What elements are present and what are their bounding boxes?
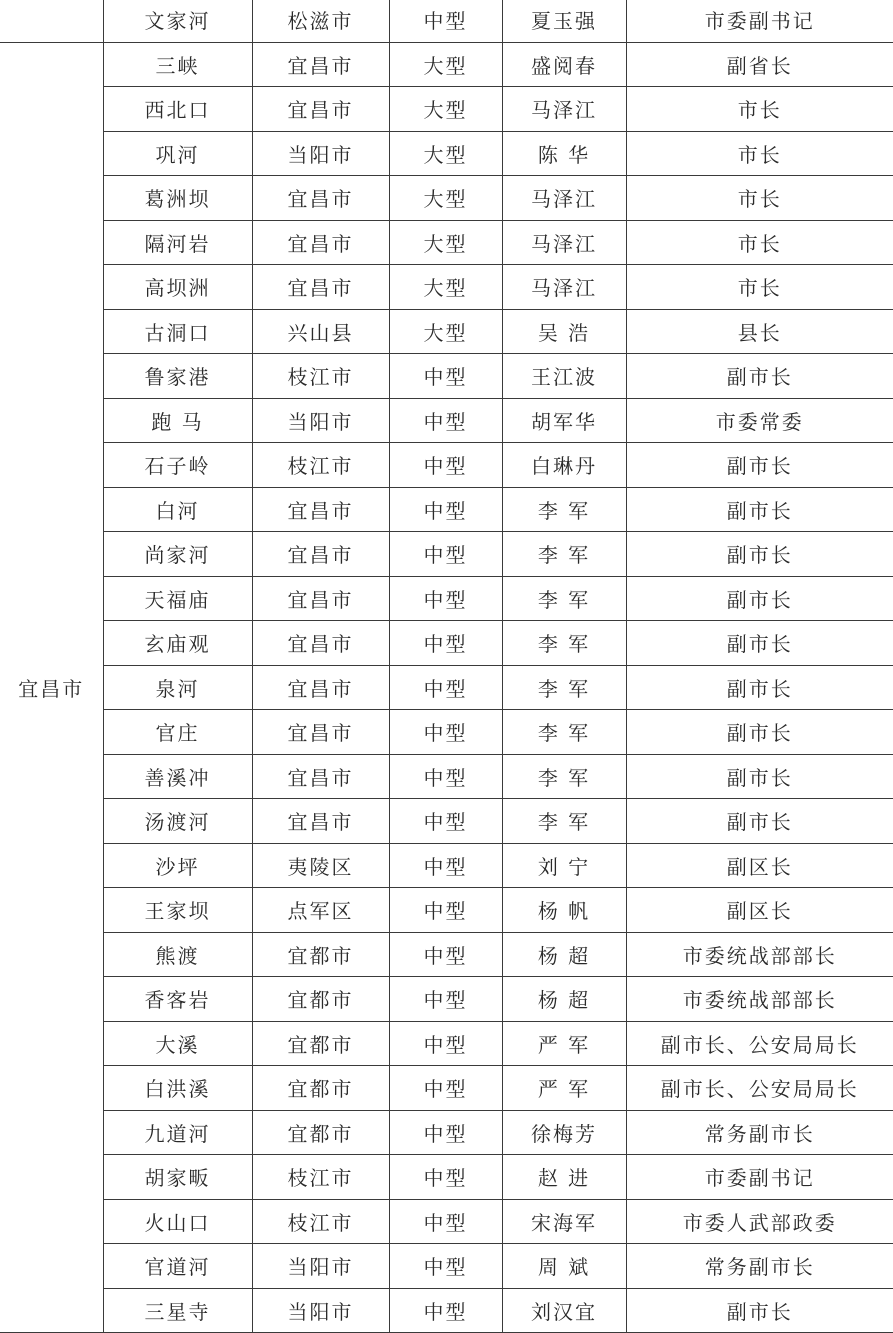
person-cell: 杨 超 [502, 932, 626, 977]
person-cell: 杨 帆 [502, 888, 626, 933]
reservoir-cell: 玄庙观 [103, 621, 252, 666]
table-row [0, 176, 893, 221]
person-cell: 李 军 [502, 799, 626, 844]
table-row [0, 621, 893, 666]
reservoir-cell: 官庄 [103, 710, 252, 755]
title-cell: 常务副市长 [626, 1244, 893, 1289]
reservoir-cell: 白洪溪 [103, 1066, 252, 1111]
scale-cell: 大型 [389, 42, 502, 87]
location-cell: 兴山县 [252, 309, 389, 354]
title-cell: 常务副市长 [626, 1110, 893, 1155]
scale-cell: 中型 [389, 0, 502, 42]
person-cell: 陈 华 [502, 131, 626, 176]
scale-cell: 中型 [389, 398, 502, 443]
scale-cell: 大型 [389, 131, 502, 176]
location-cell: 宜都市 [252, 1110, 389, 1155]
scale-cell: 大型 [389, 176, 502, 221]
table-row [0, 532, 893, 577]
title-cell: 市长 [626, 265, 893, 310]
person-cell: 李 军 [502, 532, 626, 577]
table-row [0, 665, 893, 710]
title-cell: 市长 [626, 131, 893, 176]
table-row [0, 1199, 893, 1244]
scale-cell: 中型 [389, 532, 502, 577]
reservoir-cell: 葛洲坝 [103, 176, 252, 221]
scale-cell: 中型 [389, 1155, 502, 1200]
scale-cell: 大型 [389, 265, 502, 310]
table-row [0, 1021, 893, 1066]
person-cell: 宋海军 [502, 1199, 626, 1244]
person-cell: 马泽江 [502, 87, 626, 132]
person-cell: 胡军华 [502, 398, 626, 443]
location-cell: 宜都市 [252, 932, 389, 977]
title-cell: 副市长 [626, 1288, 893, 1333]
title-cell: 市委统战部部长 [626, 977, 893, 1022]
title-cell: 副市长 [626, 799, 893, 844]
table-row [0, 888, 893, 933]
title-cell: 副市长 [626, 487, 893, 532]
location-cell: 夷陵区 [252, 843, 389, 888]
scale-cell: 中型 [389, 799, 502, 844]
scale-cell: 中型 [389, 1288, 502, 1333]
title-cell: 副市长 [626, 621, 893, 666]
scale-cell: 中型 [389, 443, 502, 488]
title-cell: 副市长、公安局局长 [626, 1021, 893, 1066]
person-cell: 李 军 [502, 487, 626, 532]
reservoir-cell: 官道河 [103, 1244, 252, 1289]
table-row [0, 1066, 893, 1111]
location-cell: 枝江市 [252, 354, 389, 399]
table-row [0, 220, 893, 265]
reservoir-cell: 王家坝 [103, 888, 252, 933]
scale-cell: 中型 [389, 843, 502, 888]
person-cell: 李 军 [502, 665, 626, 710]
region-group-cell: 宜昌市 [0, 42, 103, 1333]
title-cell: 市委常委 [626, 398, 893, 443]
person-cell: 李 军 [502, 621, 626, 666]
title-cell: 市长 [626, 220, 893, 265]
person-cell: 周 斌 [502, 1244, 626, 1289]
location-cell: 宜昌市 [252, 754, 389, 799]
location-cell: 宜都市 [252, 1021, 389, 1066]
scale-cell: 中型 [389, 1110, 502, 1155]
reservoir-cell: 石子岭 [103, 443, 252, 488]
reservoir-cell: 巩河 [103, 131, 252, 176]
table-row [0, 0, 893, 42]
person-cell: 吴 浩 [502, 309, 626, 354]
table-row [0, 87, 893, 132]
table-row [0, 710, 893, 755]
location-cell: 宜昌市 [252, 265, 389, 310]
scale-cell: 中型 [389, 710, 502, 755]
title-cell: 市委统战部部长 [626, 932, 893, 977]
table-row [0, 1110, 893, 1155]
person-cell: 白琳丹 [502, 443, 626, 488]
reservoir-cell: 隔河岩 [103, 220, 252, 265]
person-cell: 赵 进 [502, 1155, 626, 1200]
person-cell: 严 军 [502, 1021, 626, 1066]
person-cell: 李 军 [502, 576, 626, 621]
scale-cell: 中型 [389, 1199, 502, 1244]
table-row [0, 1155, 893, 1200]
location-cell: 当阳市 [252, 1288, 389, 1333]
title-cell: 副区长 [626, 843, 893, 888]
table-row [0, 977, 893, 1022]
scale-cell: 中型 [389, 1021, 502, 1066]
reservoir-cell: 鲁家港 [103, 354, 252, 399]
person-cell: 马泽江 [502, 265, 626, 310]
location-cell: 宜昌市 [252, 710, 389, 755]
scale-cell: 中型 [389, 621, 502, 666]
title-cell: 副市长 [626, 532, 893, 577]
person-cell: 李 军 [502, 754, 626, 799]
reservoir-cell: 西北口 [103, 87, 252, 132]
table-row [0, 398, 893, 443]
reservoir-cell: 香客岩 [103, 977, 252, 1022]
table-row [0, 932, 893, 977]
title-cell: 市长 [626, 87, 893, 132]
title-cell: 副市长 [626, 576, 893, 621]
table-row [0, 1244, 893, 1289]
scale-cell: 中型 [389, 932, 502, 977]
location-cell: 宜昌市 [252, 799, 389, 844]
location-cell: 宜昌市 [252, 42, 389, 87]
table-row [0, 265, 893, 310]
location-cell: 宜都市 [252, 1066, 389, 1111]
location-cell: 宜昌市 [252, 487, 389, 532]
table-row [0, 843, 893, 888]
reservoir-cell: 沙坪 [103, 843, 252, 888]
table-row [0, 1288, 893, 1333]
scale-cell: 中型 [389, 1066, 502, 1111]
scale-cell: 大型 [389, 309, 502, 354]
person-cell: 盛阅春 [502, 42, 626, 87]
location-cell: 枝江市 [252, 443, 389, 488]
location-cell: 枝江市 [252, 1199, 389, 1244]
reservoir-cell: 三星寺 [103, 1288, 252, 1333]
table-row [0, 42, 893, 87]
reservoir-cell: 三峡 [103, 42, 252, 87]
location-cell: 枝江市 [252, 1155, 389, 1200]
person-cell: 李 军 [502, 710, 626, 755]
title-cell: 市委副书记 [626, 0, 893, 42]
title-cell: 县长 [626, 309, 893, 354]
title-cell: 副市长 [626, 354, 893, 399]
reservoir-cell: 九道河 [103, 1110, 252, 1155]
scale-cell: 中型 [389, 888, 502, 933]
person-cell: 王江波 [502, 354, 626, 399]
person-cell: 马泽江 [502, 220, 626, 265]
title-cell: 市长 [626, 176, 893, 221]
table-row [0, 799, 893, 844]
reservoir-cell: 高坝洲 [103, 265, 252, 310]
reservoir-cell: 尚家河 [103, 532, 252, 577]
location-cell: 当阳市 [252, 1244, 389, 1289]
location-cell: 宜昌市 [252, 87, 389, 132]
table-row [0, 443, 893, 488]
location-cell: 当阳市 [252, 131, 389, 176]
table-row [0, 576, 893, 621]
reservoir-cell: 火山口 [103, 1199, 252, 1244]
table-row [0, 354, 893, 399]
reservoir-cell: 大溪 [103, 1021, 252, 1066]
title-cell: 副市长、公安局局长 [626, 1066, 893, 1111]
reservoir-cell: 天福庙 [103, 576, 252, 621]
title-cell: 副省长 [626, 42, 893, 87]
scale-cell: 大型 [389, 220, 502, 265]
reservoir-cell: 跑 马 [103, 398, 252, 443]
person-cell: 刘 宁 [502, 843, 626, 888]
reservoir-cell: 汤渡河 [103, 799, 252, 844]
scale-cell: 中型 [389, 665, 502, 710]
scale-cell: 中型 [389, 1244, 502, 1289]
location-cell: 宜昌市 [252, 220, 389, 265]
location-cell: 宜都市 [252, 977, 389, 1022]
reservoir-cell: 胡家畈 [103, 1155, 252, 1200]
location-cell: 宜昌市 [252, 532, 389, 577]
title-cell: 副市长 [626, 443, 893, 488]
reservoir-cell: 善溪冲 [103, 754, 252, 799]
location-cell: 宜昌市 [252, 621, 389, 666]
title-cell: 副区长 [626, 888, 893, 933]
location-cell: 宜昌市 [252, 576, 389, 621]
title-cell: 市委人武部政委 [626, 1199, 893, 1244]
table-row [0, 309, 893, 354]
scale-cell: 中型 [389, 977, 502, 1022]
table-row [0, 754, 893, 799]
table-row [0, 487, 893, 532]
title-cell: 市委副书记 [626, 1155, 893, 1200]
person-cell: 严 军 [502, 1066, 626, 1111]
title-cell: 副市长 [626, 710, 893, 755]
scale-cell: 中型 [389, 354, 502, 399]
table-row [0, 131, 893, 176]
reservoir-cell: 古洞口 [103, 309, 252, 354]
reservoir-cell: 白河 [103, 487, 252, 532]
reservoir-cell: 泉河 [103, 665, 252, 710]
title-cell: 副市长 [626, 665, 893, 710]
person-cell: 杨 超 [502, 977, 626, 1022]
scale-cell: 大型 [389, 87, 502, 132]
scale-cell: 中型 [389, 576, 502, 621]
person-cell: 夏玉强 [502, 0, 626, 42]
reservoir-cell: 文家河 [103, 0, 252, 42]
location-cell: 当阳市 [252, 398, 389, 443]
region-cell-top [0, 0, 103, 42]
scale-cell: 中型 [389, 754, 502, 799]
location-cell: 松滋市 [252, 0, 389, 42]
person-cell: 马泽江 [502, 176, 626, 221]
scale-cell: 中型 [389, 487, 502, 532]
title-cell: 副市长 [626, 754, 893, 799]
location-cell: 宜昌市 [252, 176, 389, 221]
person-cell: 徐梅芳 [502, 1110, 626, 1155]
location-cell: 点军区 [252, 888, 389, 933]
reservoir-cell: 熊渡 [103, 932, 252, 977]
location-cell: 宜昌市 [252, 665, 389, 710]
person-cell: 刘汉宜 [502, 1288, 626, 1333]
